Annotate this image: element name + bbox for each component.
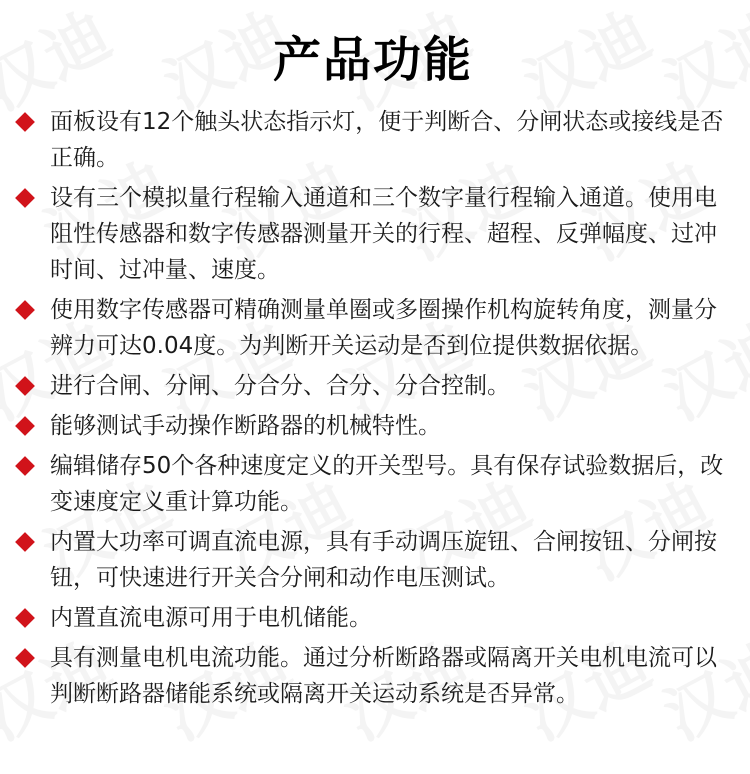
list-item-text: 具有测量电机电流功能。通过分析断路器或隔离开关电机电流可以判断断路器储能系统或隔离开关运动系统是否异常。 — [50, 645, 717, 707]
diamond-bullet-icon — [14, 524, 36, 560]
diamond-bullet-icon — [14, 600, 36, 636]
list-item-text: 设有三个模拟量行程输入通道和三个数字量行程输入通道。使用电阻性传感器和数字传感器测量开关的行程、超程、反弹幅度、过冲时间、过冲量、速度。 — [50, 185, 717, 283]
list-item-text: 能够测试手动操作断路器的机械特性。 — [50, 413, 441, 439]
diamond-bullet-icon — [14, 408, 36, 444]
list-item — [14, 524, 732, 596]
list-item-text: 内置大功率可调直流电源，具有手动调压旋钮、合闸按钮、分闸按钮，可快速进行开关合分闸和动作电压测试。 — [50, 529, 717, 591]
list-item-text: 面板设有12个触头状态指示灯，便于判断合、分闸状态或接线是否正确。 — [50, 109, 724, 171]
list-item — [14, 640, 732, 712]
diamond-bullet-icon — [14, 104, 36, 140]
feature-list — [14, 104, 732, 712]
diamond-bullet-icon — [14, 292, 36, 328]
diamond-bullet-icon — [14, 180, 36, 216]
page-title: 产品功能 — [272, 32, 473, 88]
list-item — [14, 180, 732, 288]
list-item — [14, 104, 732, 176]
list-item — [14, 368, 732, 404]
list-item — [14, 408, 732, 444]
list-item-text: 内置直流电源可用于电机储能。 — [50, 605, 372, 631]
diamond-bullet-icon — [14, 368, 36, 404]
diamond-bullet-icon — [14, 640, 36, 676]
list-item-text: 使用数字传感器可精确测量单圈或多圈操作机构旋转角度，测量分辨力可达0.04度。为判断开关运动是否到位提供数据依据。 — [50, 297, 717, 359]
diamond-bullet-icon — [14, 448, 36, 484]
list-item — [14, 292, 732, 364]
list-item-text: 进行合闸、分闸、分合分、合分、分合控制。 — [50, 373, 510, 399]
list-item-text: 编辑储存50个各种速度定义的开关型号。具有保存试验数据后，改变速度定义重计算功能。 — [50, 453, 724, 515]
list-item — [14, 600, 732, 636]
list-item — [14, 448, 732, 520]
